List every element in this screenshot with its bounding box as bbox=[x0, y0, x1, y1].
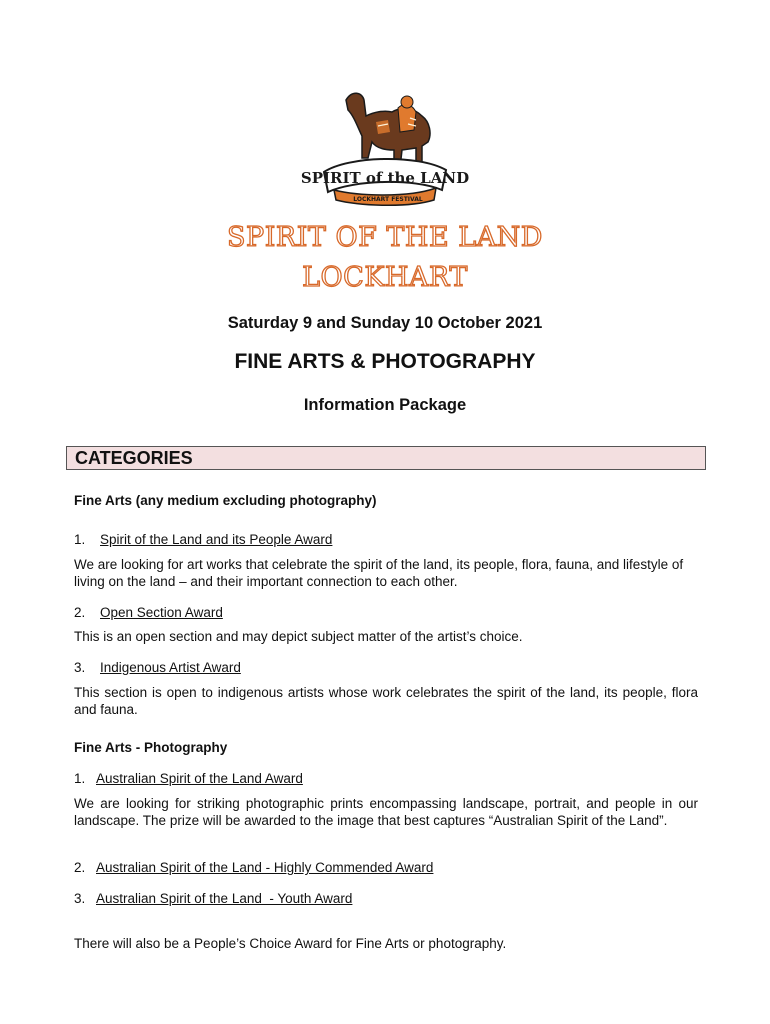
award-title: Australian Spirit of the Land Award bbox=[96, 771, 303, 786]
award-item bbox=[74, 659, 698, 676]
award-title: Australian Spirit of the Land - Highly Commended Award bbox=[96, 860, 434, 875]
svg-text:LOCKHART FESTIVAL: LOCKHART FESTIVAL bbox=[353, 196, 423, 203]
event-date: Saturday 9 and Sunday 10 October 2021 bbox=[227, 314, 543, 332]
document-subheading: Information Package bbox=[303, 396, 467, 414]
event-title-line-1: SPIRIT OF THE LAND bbox=[227, 222, 543, 253]
award-title: Spirit of the Land and its People Award bbox=[100, 532, 333, 547]
award-description: This is an open section and may depict subject matter of the artist’s choice. bbox=[74, 629, 523, 644]
award-item bbox=[74, 604, 698, 621]
fine-arts-heading: Fine Arts (any medium excluding photography) bbox=[74, 493, 377, 508]
award-number: 3. bbox=[74, 891, 86, 906]
award-title: Indigenous Artist Award bbox=[100, 660, 241, 675]
award-title: Australian Spirit of the Land - Youth Award bbox=[96, 891, 353, 906]
peoples-choice-note: There will also be a People’s Choice Award for Fine Arts or photography. bbox=[74, 936, 507, 951]
award-title: Open Section Award bbox=[100, 605, 223, 620]
award-number: 2. bbox=[74, 860, 86, 875]
document-heading: FINE ARTS & PHOTOGRAPHY bbox=[234, 350, 536, 373]
event-title-line-2: LOCKHART bbox=[302, 262, 468, 293]
award-number: 1. bbox=[74, 532, 86, 547]
categories-section-header bbox=[66, 446, 706, 470]
award-description: This section is open to indigenous artists whose work celebrates the spirit of the land, its people, flora and fauna. bbox=[74, 685, 698, 717]
logo-graphic bbox=[300, 86, 470, 210]
award-description: We are looking for striking photographic prints encompassing landscape, portrait, and people in our landscape. The prize will be awarded to the image that best captures “Australian Spirit of the Land”. bbox=[74, 796, 698, 828]
festival-logo bbox=[300, 86, 470, 210]
award-item bbox=[74, 890, 698, 907]
categories-label: CATEGORIES bbox=[75, 448, 193, 468]
award-number: 2. bbox=[74, 605, 86, 620]
svg-text:SPIRIT of the LAND: SPIRIT of the LAND bbox=[300, 169, 470, 187]
award-description: We are looking for art works that celebrate the spirit of the land, its people, flora, fauna, and lifestyle of living on the land – and their important connection to each other. bbox=[74, 557, 684, 589]
award-number: 1. bbox=[74, 771, 86, 786]
award-number: 3. bbox=[74, 660, 86, 675]
award-item bbox=[74, 859, 698, 876]
award-item bbox=[74, 531, 698, 548]
award-item bbox=[74, 770, 698, 787]
photography-heading: Fine Arts - Photography bbox=[74, 740, 228, 755]
